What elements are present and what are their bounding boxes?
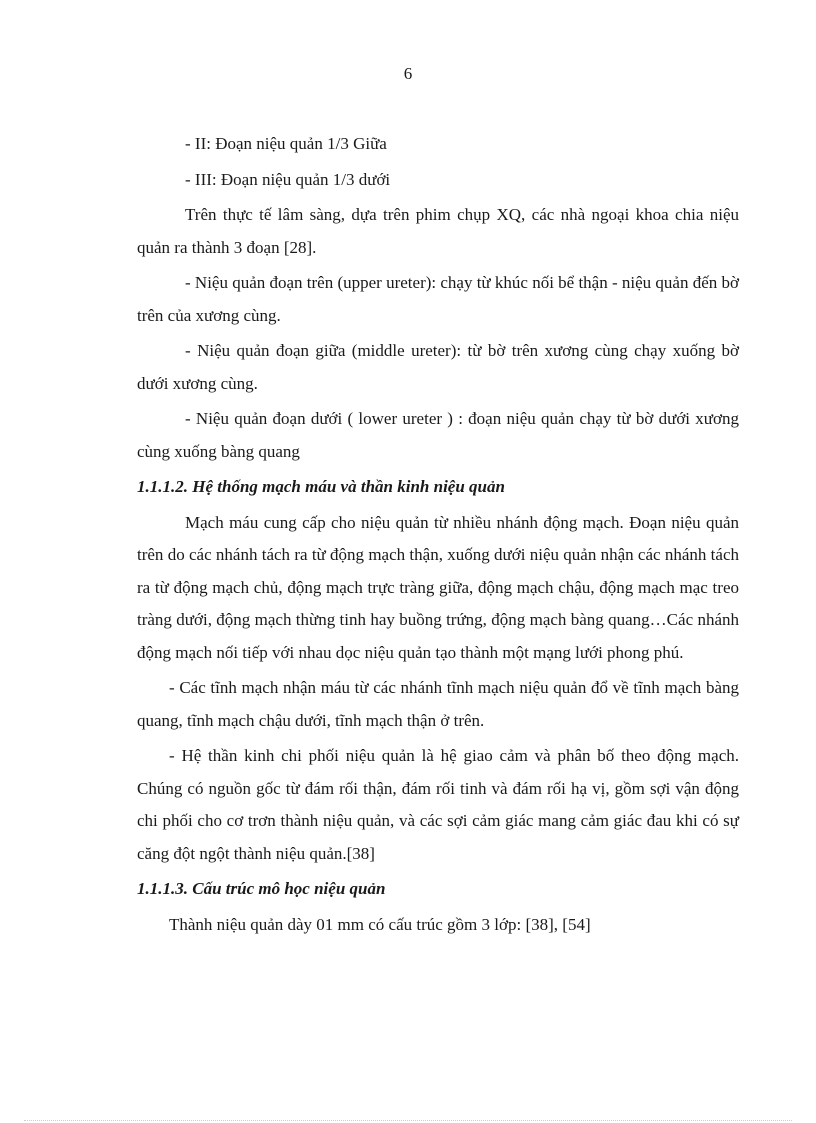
paragraph-segment-iii: - III: Đoạn niệu quản 1/3 dưới xyxy=(185,169,391,189)
page-number: 6 xyxy=(403,64,413,83)
paragraph-segment-ii: - II: Đoạn niệu quản 1/3 Giữa xyxy=(185,134,387,153)
paragraph-wall-layers: Thành niệu quản dày 01 mm có cấu trúc gồm 3 lớp: [38], [54] xyxy=(169,914,591,934)
paragraph-nervous-system: - Hệ thần kinh chi phối niệu quản là hệ giao cảm và phân bố theo động mạch. Chúng có nguồn gốc từ đám rối thận, đám rối tinh và đám rối hạ vị, gồm sợi vận động chi phối cho cơ trơn thành niệu quản, và các sợi cảm giác mang cảm giác đau khi có sự căng đột ngột thành niệu quản.[38] xyxy=(137,746,739,863)
paragraph-lower-ureter: - Niệu quản đoạn dưới ( lower ureter ) : đoạn niệu quản chạy từ bờ dưới xương cùng xuống bàng quang xyxy=(137,409,739,461)
section-heading-vascular: 1.1.1.2. Hệ thống mạch máu và thần kinh niệu quản xyxy=(137,477,505,496)
paragraph-arterial-supply: Mạch máu cung cấp cho niệu quản từ nhiều nhánh động mạch. Đoạn niệu quản trên do các nhánh tách ra từ động mạch thận, xuống dưới niệu quản nhận các nhánh tách ra từ động mạch chủ, động mạch trực tràng giữa, động mạch chậu, động mạch mạc treo tràng dưới, động mạch thừng tinh hay buồng trứng, động mạch bàng quang…Các nhánh động mạch nối tiếp với nhau dọc niệu quản tạo thành một mạng lưới phong phú. xyxy=(137,512,739,662)
section-heading-histology: 1.1.1.3. Cấu trúc mô học niệu quản xyxy=(137,879,386,898)
paragraph-clinical-division: Trên thực tế lâm sàng, dựa trên phim chụp XQ, các nhà ngoại khoa chia niệu quản ra thành 3 đoạn [28]. xyxy=(137,205,739,257)
paragraph-venous-drainage: - Các tĩnh mạch nhận máu từ các nhánh tĩnh mạch niệu quản đổ về tĩnh mạch bàng quang, tĩnh mạch chậu dưới, tĩnh mạch thận ở trên. xyxy=(137,678,739,730)
document-body xyxy=(137,128,739,944)
page-bottom-divider xyxy=(24,1120,792,1121)
paragraph-upper-ureter: - Niệu quản đoạn trên (upper ureter): chạy từ khúc nối bể thận - niệu quản đến bờ trên của xương cùng. xyxy=(137,273,739,325)
paragraph-middle-ureter: - Niệu quản đoạn giữa (middle ureter): từ bờ trên xương cùng chạy xuống bờ dưới xương cùng. xyxy=(137,341,739,393)
